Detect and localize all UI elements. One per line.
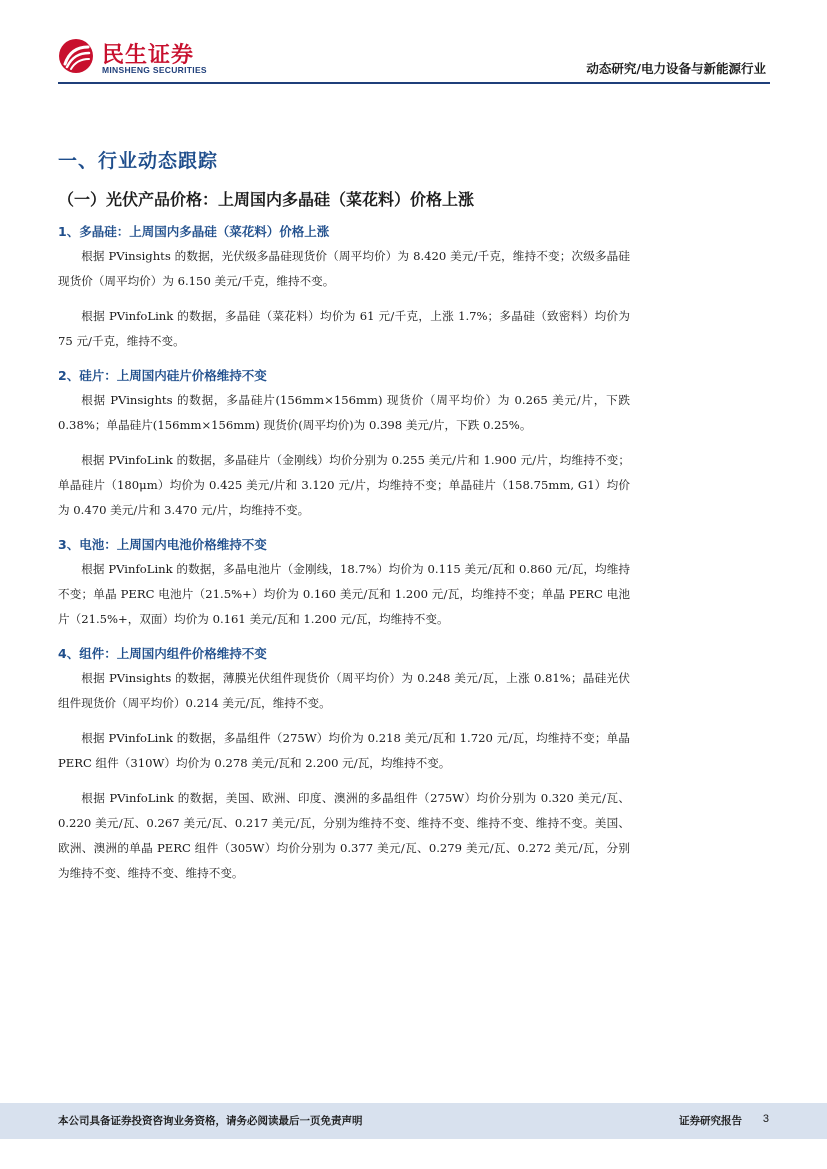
page-header <box>58 34 770 82</box>
report-type-label: 动态研究/电力设备与新能源行业 <box>586 61 766 76</box>
page-number: 3 <box>762 1113 769 1125</box>
item-heading: 4、组件：上周国内组件价格维持不变 <box>58 646 267 661</box>
logo-english-name: MINSHENG SECURITIES <box>102 65 207 75</box>
page-footer <box>0 1103 827 1139</box>
item-heading: 2、硅片：上周国内硅片价格维持不变 <box>58 368 267 383</box>
paragraph: 根据 PVinsights 的数据，多晶硅片(156mm×156mm) 现货价（周平均价）为 0.265 美元/片，下跌 0.38%；单晶硅片(156mm×156mm) 现货价(周平均价)为 0.398 美元/片，下跌 0.25%。 <box>58 393 630 432</box>
logo-chinese-name: 民生证券 <box>102 43 195 68</box>
item-cell <box>58 535 630 632</box>
paragraph: 根据 PVinfoLink 的数据，多晶硅片（金刚线）均价分别为 0.255 美元/片和 1.900 元/片，均维持不变；单晶硅片（180μm）均价为 0.425 美元/片和 3.120 元/片，均维持不变；单晶硅片（158.75mm, G1）均价为 0.470 美元/片和 3.470 元/片，均维持不变。 <box>58 453 630 517</box>
item-polysilicon <box>58 222 630 354</box>
paragraph: 根据 PVinsights 的数据，光伏级多晶硅现货价（周平均价）为 8.420 美元/千克，维持不变；次级多晶硅现货价（周平均价）为 6.150 美元/千克，维持不变。 <box>58 249 630 288</box>
minsheng-logo-icon <box>58 38 94 74</box>
paragraph: 根据 PVinfoLink 的数据，美国、欧洲、印度、澳洲的多晶组件（275W）均价分别为 0.320 美元/瓦、0.220 美元/瓦、0.267 美元/瓦、0.217 美元/瓦，分别为维持不变、维持不变、维持不变、维持不变。美国、欧洲、澳洲的单晶 PERC 组件（305W）均价分别为 0.377 美元/瓦、0.279 美元/瓦、0.272 美元/瓦，分别为维持不变、维持不变、维持不变。 <box>58 791 630 880</box>
paragraph: 根据 PVinfoLink 的数据，多晶硅（菜花料）均价为 61 元/千克，上涨 1.7%；多晶硅（致密料）均价为 75 元/千克，维持不变。 <box>58 309 630 348</box>
paragraph: 根据 PVinsights 的数据，薄膜光伏组件现货价（周平均价）为 0.248 美元/瓦，上涨 0.81%；晶硅光伏组件现货价（周平均价）0.214 美元/瓦，维持不变。 <box>58 671 630 710</box>
report-label: 证券研究报告 <box>679 1115 742 1127</box>
paragraph: 根据 PVinfoLink 的数据，多晶电池片（金刚线，18.7%）均价为 0.115 美元/瓦和 0.860 元/瓦，均维持不变；单晶 PERC 电池片（21.5%+）均价为 0.160 美元/瓦和 1.200 元/瓦，均维持不变；单晶 PERC 电池片（21.5%+，双面）均价为 0.161 美元/瓦和 1.200 元/瓦，均维持不变。 <box>58 562 630 626</box>
item-heading: 1、多晶硅：上周国内多晶硅（菜花料）价格上涨 <box>58 224 330 239</box>
subsection-title: （一）光伏产品价格：上周国内多晶硅（菜花料）价格上涨 <box>58 190 475 209</box>
section-title: 一、行业动态跟踪 <box>58 150 219 172</box>
header-divider <box>58 82 770 84</box>
item-module <box>58 644 630 886</box>
item-heading: 3、电池：上周国内电池价格维持不变 <box>58 537 267 552</box>
minsheng-logo <box>58 34 218 78</box>
item-wafer <box>58 366 630 523</box>
paragraph: 根据 PVinfoLink 的数据，多晶组件（275W）均价为 0.218 美元/瓦和 1.720 元/瓦，均维持不变；单晶 PERC 组件（310W）均价为 0.278 美元/瓦和 2.200 元/瓦，均维持不变。 <box>58 731 630 770</box>
disclaimer-text: 本公司具备证券投资咨询业务资格，请务必阅读最后一页免责声明 <box>58 1115 363 1127</box>
main-content <box>58 146 630 896</box>
